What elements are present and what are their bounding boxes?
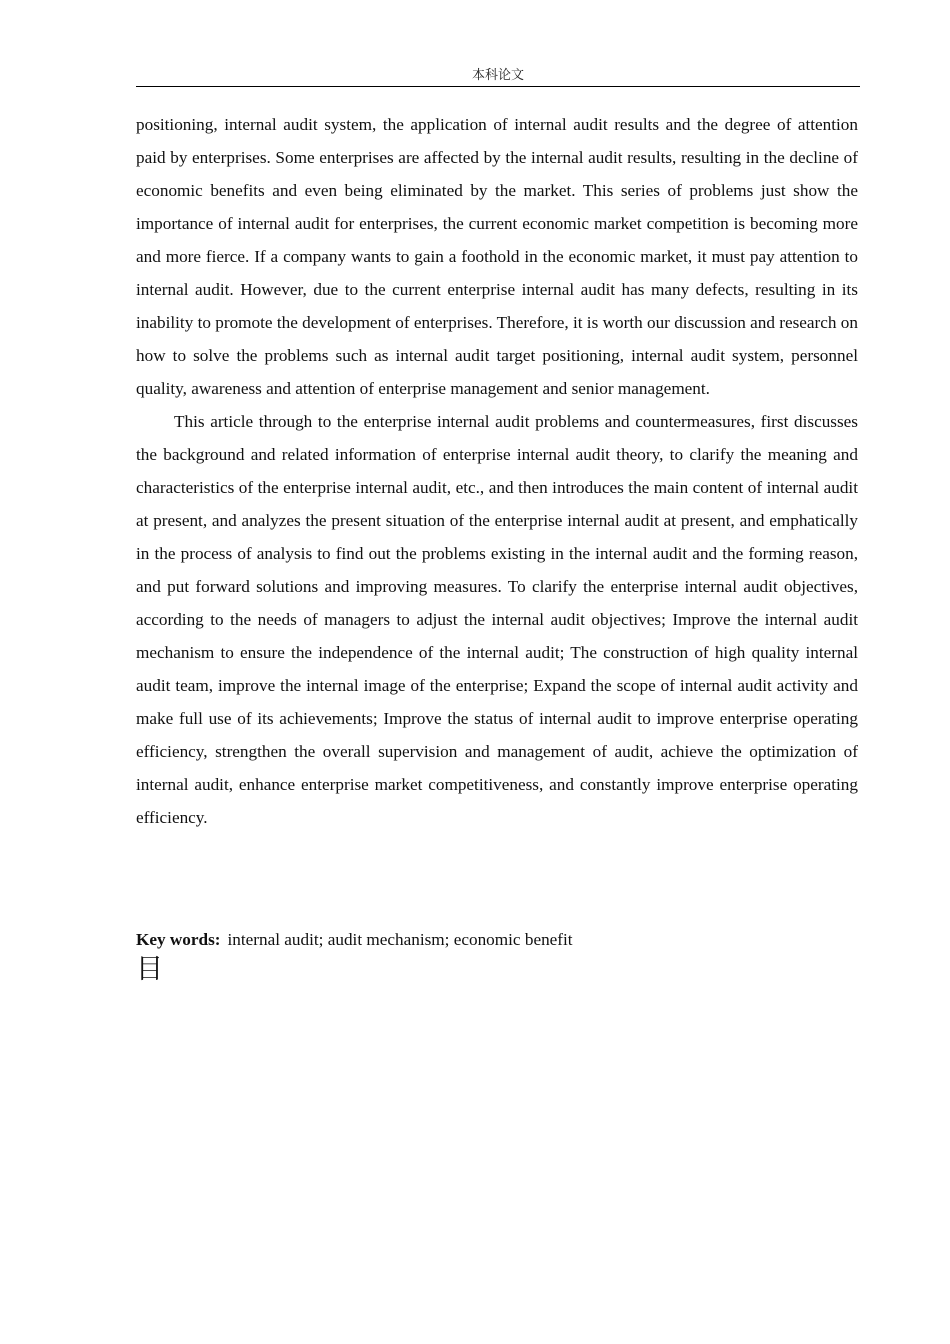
page-header (136, 66, 860, 87)
abstract-paragraph-1: positioning, internal audit system, the application of internal audit results and the degree of attention paid by enterprises. Some enterprises are affected by the internal audit results, resulting in the decline of economic benefits and even being eliminated by the market. This series of problems just show the importance of internal audit for enterprises, the current economic market competition is becoming more and more fierce. If a company wants to gain a foothold in the economic market, it must pay attention to internal audit. However, due to the current enterprise internal audit has many defects, resulting in its inability to promote the development of enterprises. Therefore, it is worth our discussion and research on how to solve the problems such as internal audit target positioning, internal audit system, personnel quality, awareness and attention of enterprise management and senior management. (136, 115, 858, 398)
abstract-paragraph-2: This article through to the enterprise internal audit problems and countermeasures, first discusses the background and related information of enterprise internal audit theory, to clarify the meaning and characteristics of the enterprise internal audit, etc., and then introduces the main content of internal audit at present, and analyzes the present situation of the enterprise internal audit at present, and emphatically in the process of analysis to find out the problems existing in the internal audit and the forming reason, and put forward solutions and improving measures. To clarify the enterprise internal audit objectives, according to the needs of managers to adjust the internal audit objectives; Improve the internal audit mechanism to ensure the independence of the internal audit; The construction of high quality internal audit team, improve the internal image of the enterprise; Expand the scope of internal audit activity and make full use of its achievements; Improve the status of internal audit to improve enterprise operating efficiency, strengthen the overall supervision and management of audit, achieve the optimization of internal audit, enhance enterprise market competitiveness, and constantly improve enterprise operating efficiency. (136, 412, 858, 827)
abstract-body (136, 108, 858, 834)
toc-heading-fragment: 目 (136, 954, 163, 985)
header-title: 本科论文 (471, 68, 524, 83)
keywords-line (136, 927, 858, 953)
keywords-text: internal audit; audit mechanism; economic benefit (227, 930, 573, 949)
keywords-label: Key words: (136, 930, 221, 949)
